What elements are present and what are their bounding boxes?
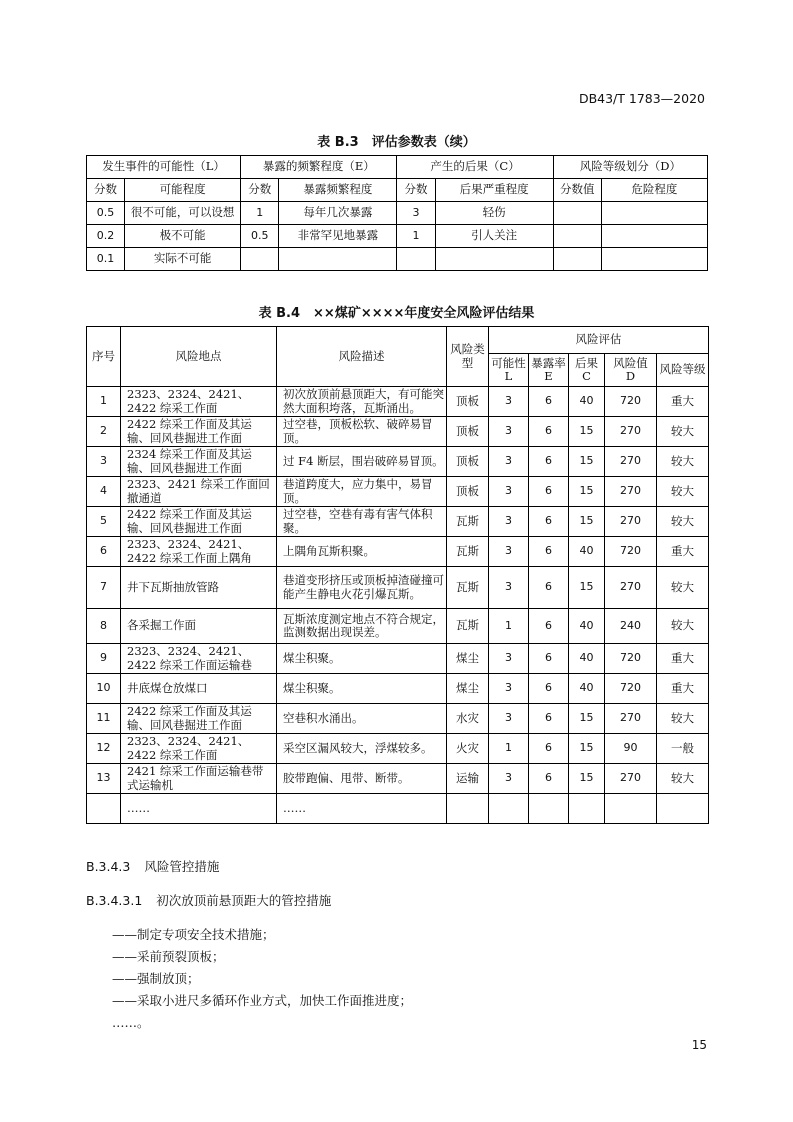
col-header-level: 风险等级 bbox=[657, 354, 709, 387]
table-b3-subheader: 分数 bbox=[87, 179, 125, 202]
table-cell bbox=[601, 225, 707, 248]
table-cell: 火灾 bbox=[447, 734, 489, 764]
subsection-heading bbox=[86, 891, 331, 909]
table-cell: 15 bbox=[569, 507, 605, 537]
table-cell: 40 bbox=[569, 674, 605, 704]
table-b3-subheader: 暴露频繁程度 bbox=[279, 179, 397, 202]
table-cell: 3 bbox=[87, 447, 121, 477]
table-row bbox=[87, 248, 708, 271]
table-cell: 瓦斯浓度测定地点不符合规定，监测数据出现误差。 bbox=[277, 609, 447, 644]
table-row bbox=[87, 387, 709, 417]
table-cell: 13 bbox=[87, 764, 121, 794]
table-cell: 6 bbox=[529, 567, 569, 609]
table-cell bbox=[489, 794, 529, 824]
table-cell: 3 bbox=[489, 644, 529, 674]
table-cell: 6 bbox=[529, 609, 569, 644]
table-cell: 巷道变形挤压或顶板掉渣碰撞可能产生静电火花引爆瓦斯。 bbox=[277, 567, 447, 609]
measure-item: ——采取小进尺多循环作业方式，加快工作面推进度； bbox=[112, 993, 413, 1008]
table-cell: 6 bbox=[529, 674, 569, 704]
table-b3-subheader: 分数值 bbox=[553, 179, 601, 202]
table-cell: 3 bbox=[489, 387, 529, 417]
table-cell: 煤尘积聚。 bbox=[277, 674, 447, 704]
table-cell: 12 bbox=[87, 734, 121, 764]
table-cell: 15 bbox=[569, 477, 605, 507]
document-code: DB43/T 1783—2020 bbox=[578, 91, 705, 106]
table-cell: 采空区漏风较大，浮煤较多。 bbox=[277, 734, 447, 764]
table-b3-subheader: 危险程度 bbox=[601, 179, 707, 202]
table-cell: 6 bbox=[529, 644, 569, 674]
table-row bbox=[87, 477, 709, 507]
table-cell: 轻伤 bbox=[435, 202, 553, 225]
table-cell: 3 bbox=[489, 537, 529, 567]
table-cell: 重大 bbox=[657, 644, 709, 674]
table-cell: 4 bbox=[87, 477, 121, 507]
table-row bbox=[87, 704, 709, 734]
table-cell bbox=[397, 248, 435, 271]
col-header-seq: 序号 bbox=[87, 327, 121, 387]
table-cell: 煤尘 bbox=[447, 674, 489, 704]
table-cell: 较大 bbox=[657, 704, 709, 734]
table-cell: 270 bbox=[605, 764, 657, 794]
table-cell: 1 bbox=[397, 225, 435, 248]
table-cell: 6 bbox=[529, 734, 569, 764]
table-cell: 较大 bbox=[657, 609, 709, 644]
table-cell: 15 bbox=[569, 567, 605, 609]
table-b3-group: 发生事件的可能性（L） bbox=[87, 156, 241, 179]
table-cell: 顶板 bbox=[447, 417, 489, 447]
table-cell: …… bbox=[121, 794, 277, 824]
table-row bbox=[87, 674, 709, 704]
table-b4 bbox=[86, 326, 709, 824]
table-cell bbox=[529, 794, 569, 824]
table-cell: 非常罕见地暴露 bbox=[279, 225, 397, 248]
table-cell: 瓦斯 bbox=[447, 537, 489, 567]
table-cell: 6 bbox=[529, 447, 569, 477]
table-cell: 瓦斯 bbox=[447, 609, 489, 644]
table-b3 bbox=[86, 155, 708, 271]
table-cell: 顶板 bbox=[447, 447, 489, 477]
table-cell: 6 bbox=[529, 704, 569, 734]
table-row bbox=[87, 609, 709, 644]
table-cell: 井下瓦斯抽放管路 bbox=[121, 567, 277, 609]
table-cell: 重大 bbox=[657, 387, 709, 417]
table-cell: 40 bbox=[569, 387, 605, 417]
subsection-number: B.3.4.3.1 bbox=[86, 893, 143, 908]
table-cell: 720 bbox=[605, 644, 657, 674]
section-number: B.3.4.3 bbox=[86, 859, 131, 874]
table-cell bbox=[87, 794, 121, 824]
table-cell: 8 bbox=[87, 609, 121, 644]
table-cell: 2323、2421 综采工作面回撤通道 bbox=[121, 477, 277, 507]
table-cell: 2421 综采工作面运输巷带式运输机 bbox=[121, 764, 277, 794]
table-cell: 90 bbox=[605, 734, 657, 764]
table-cell: 3 bbox=[489, 507, 529, 537]
table-cell: 1 bbox=[489, 609, 529, 644]
table-cell: 270 bbox=[605, 507, 657, 537]
page-number: 15 bbox=[691, 1038, 707, 1052]
table-cell: 0.5 bbox=[241, 225, 279, 248]
table-cell: 较大 bbox=[657, 507, 709, 537]
measure-item: ——采前预裂顶板； bbox=[112, 949, 225, 964]
table-cell: 较大 bbox=[657, 764, 709, 794]
table-cell: 瓦斯 bbox=[447, 507, 489, 537]
table-row bbox=[87, 417, 709, 447]
table-cell: 2323、2324、2421、2422 综采工作面 bbox=[121, 387, 277, 417]
table-row bbox=[87, 764, 709, 794]
table-cell: 各采掘工作面 bbox=[121, 609, 277, 644]
measure-item: ——制定专项安全技术措施； bbox=[112, 927, 275, 942]
table-cell: 270 bbox=[605, 447, 657, 477]
table-cell: 2 bbox=[87, 417, 121, 447]
table-cell: 顶板 bbox=[447, 387, 489, 417]
table-cell bbox=[279, 248, 397, 271]
table-row bbox=[87, 537, 709, 567]
table-cell: 2324 综采工作面及其运输、回风巷掘进工作面 bbox=[121, 447, 277, 477]
table-cell bbox=[553, 225, 601, 248]
table-cell: 7 bbox=[87, 567, 121, 609]
table-cell: 15 bbox=[569, 704, 605, 734]
table-cell: 井底煤仓放煤口 bbox=[121, 674, 277, 704]
table-cell: 40 bbox=[569, 609, 605, 644]
table-b4-header-row bbox=[87, 327, 709, 354]
table-cell: …… bbox=[277, 794, 447, 824]
table-cell: 720 bbox=[605, 387, 657, 417]
table-cell: 过空巷，顶板松软、破碎易冒顶。 bbox=[277, 417, 447, 447]
table-cell: 较大 bbox=[657, 477, 709, 507]
table-cell: 5 bbox=[87, 507, 121, 537]
table-cell: 2422 综采工作面及其运输、回风巷掘进工作面 bbox=[121, 417, 277, 447]
table-cell: 0.2 bbox=[87, 225, 125, 248]
table-cell: 较大 bbox=[657, 417, 709, 447]
table-cell: 240 bbox=[605, 609, 657, 644]
table-cell bbox=[553, 202, 601, 225]
table-cell bbox=[569, 794, 605, 824]
table-cell: 0.5 bbox=[87, 202, 125, 225]
table-cell bbox=[657, 794, 709, 824]
col-header-location: 风险地点 bbox=[121, 327, 277, 387]
table-cell bbox=[553, 248, 601, 271]
col-header-l: 可能性 L bbox=[489, 354, 529, 387]
table-cell: 15 bbox=[569, 447, 605, 477]
table-cell: 10 bbox=[87, 674, 121, 704]
table-cell: 9 bbox=[87, 644, 121, 674]
col-header-c: 后果 C bbox=[569, 354, 605, 387]
table-cell: 2323、2324、2421、2422 综采工作面上隅角 bbox=[121, 537, 277, 567]
table-cell bbox=[241, 248, 279, 271]
table-cell: 较大 bbox=[657, 447, 709, 477]
table-cell: 720 bbox=[605, 674, 657, 704]
table-cell: 270 bbox=[605, 567, 657, 609]
table-cell bbox=[435, 248, 553, 271]
col-header-d: 风险值 D bbox=[605, 354, 657, 387]
table-row bbox=[87, 225, 708, 248]
table-cell: 水灾 bbox=[447, 704, 489, 734]
table-cell: 40 bbox=[569, 537, 605, 567]
table-cell: 每年几次暴露 bbox=[279, 202, 397, 225]
table-b3-subheader: 后果严重程度 bbox=[435, 179, 553, 202]
table-cell: 3 bbox=[489, 447, 529, 477]
table-cell: 煤尘积聚。 bbox=[277, 644, 447, 674]
table-cell: 运输 bbox=[447, 764, 489, 794]
table-cell: 瓦斯 bbox=[447, 567, 489, 609]
table-cell: 6 bbox=[529, 417, 569, 447]
table-b3-subheader-row bbox=[87, 179, 708, 202]
table-cell: 3 bbox=[489, 674, 529, 704]
table-b3-group-row bbox=[87, 156, 708, 179]
table-b4-caption: 表 B.4 ××煤矿××××年度安全风险评估结果 bbox=[258, 306, 535, 321]
table-cell: 2422 综采工作面及其运输、回风巷掘进工作面 bbox=[121, 704, 277, 734]
table-cell bbox=[601, 248, 707, 271]
table-cell: 3 bbox=[397, 202, 435, 225]
table-cell: 过 F4 断层，围岩破碎易冒顶。 bbox=[277, 447, 447, 477]
table-cell: 实际不可能 bbox=[125, 248, 241, 271]
table-cell: 重大 bbox=[657, 537, 709, 567]
table-cell: 1 bbox=[241, 202, 279, 225]
section-title: 风险管控措施 bbox=[144, 859, 220, 874]
table-cell: 煤尘 bbox=[447, 644, 489, 674]
table-cell: 过空巷，空巷有毒有害气体积聚。 bbox=[277, 507, 447, 537]
section-heading bbox=[86, 857, 219, 875]
table-b3-subheader: 分数 bbox=[241, 179, 279, 202]
table-cell: 较大 bbox=[657, 567, 709, 609]
table-cell: 上隅角瓦斯积聚。 bbox=[277, 537, 447, 567]
table-cell: 2323、2324、2421、2422 综采工作面 bbox=[121, 734, 277, 764]
table-b3-group: 风险等级划分（D） bbox=[553, 156, 707, 179]
table-cell: 6 bbox=[529, 507, 569, 537]
table-cell: 极不可能 bbox=[125, 225, 241, 248]
measure-item: ——强制放顶； bbox=[112, 971, 200, 986]
table-row bbox=[87, 734, 709, 764]
table-cell: 270 bbox=[605, 477, 657, 507]
table-row bbox=[87, 507, 709, 537]
table-cell: 40 bbox=[569, 644, 605, 674]
table-cell: 初次放顶前悬顶距大，有可能突然大面积垮落，瓦斯涌出。 bbox=[277, 387, 447, 417]
table-cell: 空巷积水涌出。 bbox=[277, 704, 447, 734]
table-row bbox=[87, 644, 709, 674]
table-b3-subheader: 分数 bbox=[397, 179, 435, 202]
table-cell: 270 bbox=[605, 704, 657, 734]
table-cell: 6 bbox=[529, 387, 569, 417]
col-header-description: 风险描述 bbox=[277, 327, 447, 387]
table-b3-subheader: 可能程度 bbox=[125, 179, 241, 202]
col-header-eval: 风险评估 bbox=[489, 327, 709, 354]
table-cell: 6 bbox=[529, 537, 569, 567]
table-cell: 720 bbox=[605, 537, 657, 567]
table-cell: 15 bbox=[569, 417, 605, 447]
table-cell: 2422 综采工作面及其运输、回风巷掘进工作面 bbox=[121, 507, 277, 537]
table-cell: 1 bbox=[489, 734, 529, 764]
measure-item: ……。 bbox=[112, 1015, 150, 1030]
table-cell: 2323、2324、2421、2422 综采工作面运输巷 bbox=[121, 644, 277, 674]
table-cell: 顶板 bbox=[447, 477, 489, 507]
table-cell: 3 bbox=[489, 704, 529, 734]
table-cell: 3 bbox=[489, 477, 529, 507]
table-b3-caption: 表 B.3 评估参数表（续） bbox=[317, 135, 476, 150]
table-cell bbox=[605, 794, 657, 824]
table-cell: 0.1 bbox=[87, 248, 125, 271]
table-cell: 胶带跑偏、甩带、断带。 bbox=[277, 764, 447, 794]
table-cell: 6 bbox=[529, 764, 569, 794]
table-cell: 很不可能，可以设想 bbox=[125, 202, 241, 225]
table-cell: 1 bbox=[87, 387, 121, 417]
table-cell bbox=[601, 202, 707, 225]
col-header-type: 风险类型 bbox=[447, 327, 489, 387]
table-cell: 巷道跨度大，应力集中，易冒顶。 bbox=[277, 477, 447, 507]
table-cell: 3 bbox=[489, 764, 529, 794]
table-cell: 15 bbox=[569, 734, 605, 764]
table-row bbox=[87, 447, 709, 477]
table-cell bbox=[447, 794, 489, 824]
table-b3-group: 暴露的频繁程度（E） bbox=[241, 156, 397, 179]
table-cell: 3 bbox=[489, 567, 529, 609]
table-cell: 3 bbox=[489, 417, 529, 447]
table-cell: 一般 bbox=[657, 734, 709, 764]
table-cell: 引人关注 bbox=[435, 225, 553, 248]
table-b3-group: 产生的后果（C） bbox=[397, 156, 553, 179]
table-row bbox=[87, 567, 709, 609]
subsection-title: 初次放顶前悬顶距大的管控措施 bbox=[156, 893, 332, 908]
table-cell: 重大 bbox=[657, 674, 709, 704]
table-cell: 6 bbox=[87, 537, 121, 567]
table-cell: 15 bbox=[569, 764, 605, 794]
col-header-e: 暴露率 E bbox=[529, 354, 569, 387]
table-cell: 6 bbox=[529, 477, 569, 507]
table-row bbox=[87, 794, 709, 824]
table-cell: 11 bbox=[87, 704, 121, 734]
table-cell: 270 bbox=[605, 417, 657, 447]
table-row bbox=[87, 202, 708, 225]
